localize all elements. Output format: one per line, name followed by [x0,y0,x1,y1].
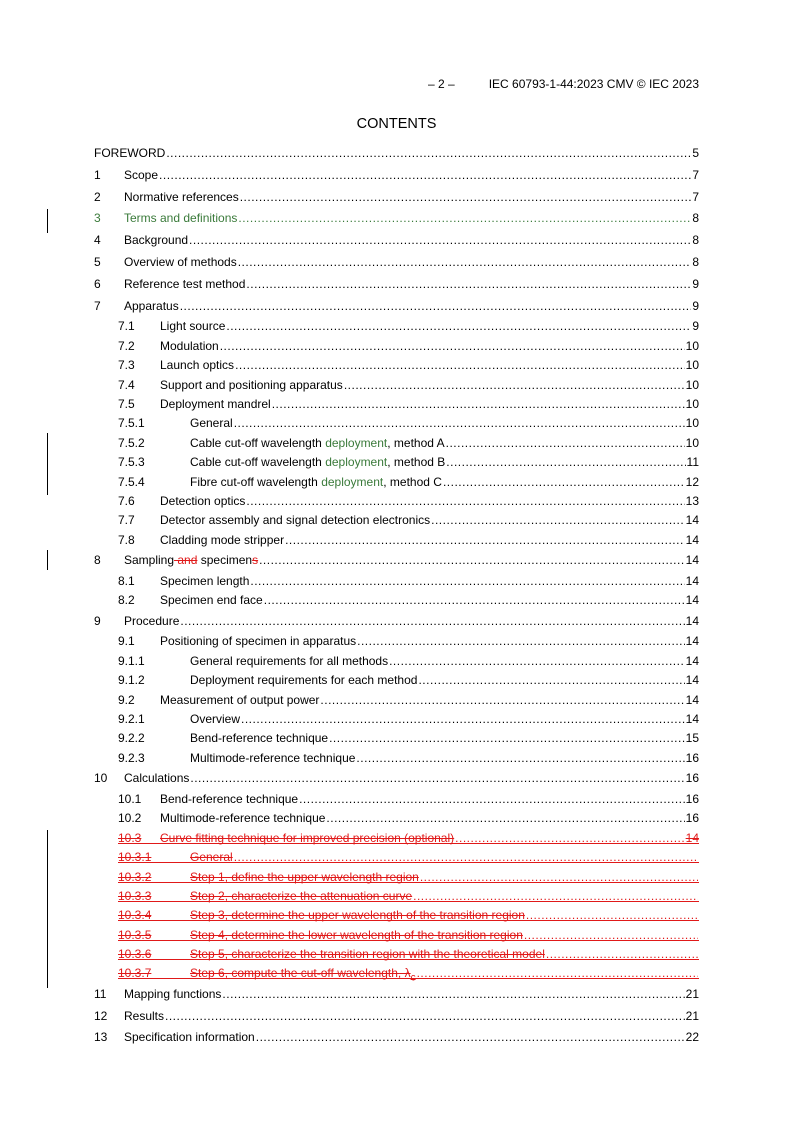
toc-entry-title[interactable]: Cladding mode stripper [160,532,285,547]
toc-entry-overview[interactable] [94,710,699,729]
leader-dots [238,252,692,274]
toc-entry-title[interactable]: Multimode-reference technique [190,750,356,765]
toc-entry-page: 10 [685,338,699,353]
document-id: IEC 60793-1-44:2023 CMV © IEC 2023 [488,77,699,91]
toc-entry-page: 9 [692,276,699,291]
toc-entry-title[interactable]: Detection optics [160,493,246,508]
toc-entry-cladding-stripper[interactable] [94,531,699,550]
toc-entry-page: 16 [685,750,699,765]
toc-entry-procedure[interactable] [94,611,699,633]
toc-entry-number: 7.4 [118,377,135,392]
inserted-text: deployment [321,474,384,489]
leader-dots [166,143,691,165]
toc-entry-deleted-curve-fitting[interactable] [94,829,699,848]
toc-entry-number: 8.1 [118,573,135,588]
deleted-text: and [174,553,198,568]
toc-entry-title[interactable]: Calculations [124,771,190,786]
leader-dots [226,317,691,336]
leader-dots [180,296,692,318]
toc-entry-page: 10 [685,377,699,392]
toc-entry-number: 8 [94,553,101,568]
leader-dots [165,1006,685,1028]
toc-entry-title[interactable]: Cable cut-off wavelength deployment, method A [190,435,445,450]
toc-entry-number: 7.3 [118,358,135,373]
toc-entry-calculations[interactable] [94,768,699,790]
toc-entry-support-positioning[interactable] [94,376,699,395]
toc-entry-page: 15 [685,731,699,746]
toc-entry-apparatus[interactable] [94,296,699,318]
toc-entry-specimen-length[interactable] [94,572,699,591]
toc-entry-number: 9.2 [118,692,135,707]
change-bar [47,209,48,233]
toc-entry-number: 10.3.6 [118,947,152,962]
leader-dots [357,632,685,651]
toc-entry-reference-test-method[interactable] [94,274,699,296]
toc-entry-page: 16 [685,771,699,786]
toc-entry-number: 9.2.2 [118,731,145,746]
toc-entry-modulation[interactable] [94,337,699,356]
toc-entry-title[interactable]: Positioning of specimen in apparatus [160,634,357,649]
leader-dots [159,165,691,187]
leader-dots [389,652,685,671]
subscript-c: c [410,972,416,984]
leader-dots [246,492,684,511]
toc-entry-number: 9.2.1 [118,712,145,726]
leader-dots [329,729,685,748]
toc-entry-title[interactable]: Overview of methods [124,254,237,269]
leader-dots [246,274,691,296]
leader-dots [256,1027,685,1049]
toc-entry-number: 10.3 [118,830,142,845]
toc-entry-page: 16 [685,811,699,826]
leader-dots [190,768,684,790]
leader-dots [326,809,684,828]
toc-entry-title[interactable]: Step 2, characterize the attenuation curve [190,888,413,903]
toc-entry-detection-optics[interactable] [94,492,699,511]
toc-entry-general[interactable] [94,414,699,433]
toc-entry-fibre-cutoff-c[interactable] [94,473,699,492]
toc-entry-number: 7.1 [118,319,135,334]
toc-entry-page: 8 [692,211,699,226]
toc-entry-deleted-step4[interactable] [94,926,699,945]
toc-entry-number: 4 [94,233,101,248]
toc-entry-title[interactable]: Launch optics [160,358,235,373]
toc-entry-launch-optics[interactable] [94,356,699,375]
toc-entry-general-requirements[interactable] [94,652,699,671]
toc-entry-number: 7.7 [118,513,135,528]
leader-dots [356,749,684,768]
toc-entry-page: 14 [685,830,699,845]
toc-entry-number: 1 [94,167,101,182]
leader-dots [240,187,692,209]
toc-entry-title[interactable]: Procedure [124,613,180,628]
toc-entry-page: 14 [685,712,699,726]
toc-entry-multimode-reference[interactable] [94,749,699,768]
toc-entry-number: 9.1.2 [118,673,145,688]
toc-entry-number: 10.3.4 [118,908,152,923]
toc-entry-number: 7.5.1 [118,416,145,431]
change-bar [47,830,48,988]
leader-dots [344,376,685,395]
toc-entry-title[interactable]: Deployment mandrel [160,396,271,411]
toc-entry-title[interactable]: Cable cut-off wavelength deployment, method B [190,455,446,470]
leader-dots [180,611,684,633]
toc-entry-number: 9.1.1 [118,653,145,668]
toc-entry-page: 7 [692,167,699,182]
toc-entry-page: 10 [685,416,699,431]
contents-title: CONTENTS [356,116,437,132]
toc-entry-positioning-specimen[interactable] [94,632,699,651]
leader-dots [220,337,685,356]
toc-entry-page: 14 [685,634,699,649]
toc-entry-number: 10.3.3 [118,888,152,903]
inserted-text: deployment [325,455,388,470]
toc-entry-page: 12 [685,474,699,489]
toc-entry-title[interactable]: Bend-reference technique [190,731,329,746]
toc-entry-page: 10 [685,435,699,450]
toc-entry-calc-multimode-reference[interactable] [94,809,699,828]
toc-entry-number: 7.5.4 [118,474,145,489]
toc-entry-title[interactable]: Specimen end face [160,593,263,608]
toc-entry-normative-references[interactable] [94,187,699,209]
toc-entry-title[interactable]: General [190,850,233,865]
leader-dots [259,550,685,572]
toc-entry-title[interactable]: Background [124,233,189,248]
toc-entry-number: 13 [94,1030,108,1045]
toc-entry-number: 10.3.5 [118,927,152,942]
change-bar [47,550,48,570]
toc-entry-overview-methods[interactable] [94,252,699,274]
toc-entry-page: 11 [686,455,699,470]
toc-entry-page: 21 [685,1008,699,1023]
toc-entry-number: 12 [94,1008,108,1023]
page-number: – 2 – [428,77,455,91]
toc-entry-sampling-specimen[interactable] [94,550,699,572]
toc-entry-title[interactable]: Step 1, define the upper wavelength region [190,869,419,884]
leader-dots [235,356,685,375]
toc-entry-number: 9.1 [118,634,135,649]
toc-entry-title[interactable]: Deployment requirements for each method [190,673,418,688]
toc-entry-page: 14 [685,673,699,688]
toc-entry-deployment-mandrel[interactable] [94,395,699,414]
toc-entry-deleted-general[interactable] [94,848,699,867]
leader-dots [446,434,685,453]
leader-dots [234,848,698,867]
toc-entry-page: 9 [692,319,699,334]
leader-dots [234,414,685,433]
toc-entry-title[interactable]: Light source [160,319,226,334]
toc-entry-number: 6 [94,276,101,291]
toc-entry-title[interactable]: Reference test method [124,276,246,291]
toc-entry-number: 8.2 [118,593,135,608]
toc-entry-title[interactable]: Scope [124,167,159,182]
toc-entry-number: 7 [94,298,101,313]
toc-entry-scope[interactable] [94,165,699,187]
toc-entry-specimen-end-face[interactable] [94,591,699,610]
toc-entry-deleted-step2[interactable] [94,887,699,906]
toc-entry-number: 7.5.2 [118,435,145,450]
toc-entry-number: 10.3.2 [118,869,152,884]
leader-dots [285,531,685,550]
toc-entry-title[interactable]: Results [124,1008,165,1023]
page-header [0,76,699,92]
leader-dots [526,906,698,925]
leader-dots [241,710,685,729]
toc-entry-page: 14 [685,613,699,628]
leader-dots [417,964,698,983]
toc-entry-page: 10 [685,358,699,373]
toc-entry-title[interactable]: Step 5, characterize the transition region with the theoretical model [190,947,545,962]
toc-entry-page: 7 [692,189,699,204]
toc-entry-deleted-step5[interactable] [94,945,699,964]
toc-entry-number: 7.2 [118,338,135,353]
toc-entry-title[interactable]: Terms and definitions [124,211,238,226]
toc-entry-number: 5 [94,254,101,269]
toc-entry-number: 10.1 [118,791,142,806]
toc-entry-number: 2 [94,189,101,204]
toc-entry-number: 9 [94,613,101,628]
leader-dots [446,453,685,472]
toc-entry-title[interactable]: FOREWORD [94,146,166,160]
inserted-text: deployment [325,435,388,450]
toc-entry-terms-definitions[interactable] [94,208,699,230]
toc-entry-page: 14 [685,692,699,707]
toc-entry-foreword[interactable] [94,143,699,165]
leader-dots [546,945,698,964]
toc-entry-page: 14 [685,513,699,528]
toc-entry-number: 9.2.3 [118,750,145,765]
leader-dots [524,926,698,945]
leader-dots [418,671,684,690]
toc-entry-detector-assembly[interactable] [94,511,699,530]
toc-entry-page: 9 [692,298,699,313]
toc-entry-page: 10 [685,396,699,411]
toc-entry-title[interactable]: Detector assembly and signal detection electronics [160,513,431,528]
toc-entry-number: 11 [94,986,107,1001]
toc-entry-page: 8 [692,254,699,269]
toc-entry-number: 10.2 [118,811,142,826]
toc-entry-number: 7.6 [118,493,135,508]
toc-entry-cable-cutoff-a[interactable] [94,434,699,453]
toc-entry-title[interactable]: Step 6, compute the cut-off wavelength, $\lambda_c$ [190,966,416,984]
leader-dots [413,887,698,906]
toc-entry-page: 14 [685,532,699,547]
leader-dots [222,984,684,1006]
leader-dots [250,572,684,591]
toc-entry-number: 10.3.7 [118,966,152,981]
toc-entry-title[interactable]: Multimode-reference technique [160,811,326,826]
toc-entry-page: 16 [685,791,699,806]
toc-entry-title[interactable]: Measurement of output power [160,692,320,707]
toc-entry-page: 14 [685,653,699,668]
toc-entry-page: 14 [685,573,699,588]
toc-entry-title[interactable]: Apparatus [124,298,179,313]
toc-entry-title[interactable]: Modulation [160,338,219,353]
toc-entry-deleted-step3[interactable] [94,906,699,925]
toc-entry-deleted-step6[interactable] [94,964,699,983]
toc-entry-page: 13 [685,493,699,508]
leader-dots [443,473,685,492]
toc-entry-title[interactable]: Bend-reference technique [160,791,299,806]
toc-entry-title[interactable]: Specification information [124,1030,255,1045]
toc-entry-measurement-output-power[interactable] [94,691,699,710]
toc-entry-page: 5 [692,146,699,160]
toc-entry-page: 8 [692,233,699,248]
table-of-contents [94,143,699,1049]
toc-entry-deployment-requirements[interactable] [94,671,699,690]
toc-entry-number: 3 [94,211,101,226]
toc-entry-light-source[interactable] [94,317,699,336]
toc-entry-mapping-functions[interactable] [94,984,699,1006]
leader-dots [264,591,685,610]
leader-dots [272,395,685,414]
toc-entry-results[interactable] [94,1006,699,1028]
toc-entry-title[interactable]: Overview [190,712,241,726]
leader-dots [238,208,691,230]
toc-entry-number: 10.3.1 [118,850,152,865]
toc-entry-title[interactable]: Curve fitting technique for improved precision (optional) [160,830,455,845]
toc-entry-page: 14 [685,553,699,568]
toc-entry-number: 10 [94,771,108,786]
toc-entry-title[interactable]: Step 4, determine the lower wavelength of the transition region [190,927,523,942]
toc-entry-title[interactable]: Mapping functions [124,986,222,1001]
leader-dots [320,691,684,710]
toc-entry-number: 7.8 [118,532,135,547]
toc-entry-deleted-step1[interactable] [94,868,699,887]
toc-entry-title[interactable]: Fibre cut-off wavelength deployment, method C [190,474,442,489]
toc-entry-background[interactable] [94,230,699,252]
toc-entry-title[interactable]: Specimen length [160,573,250,588]
toc-entry-page: 21 [685,986,699,1001]
change-bar [47,433,48,495]
toc-entry-title[interactable]: Normative references [124,189,239,204]
leader-dots [189,230,691,252]
toc-entry-page: 14 [685,593,699,608]
leader-dots [299,790,685,809]
toc-entry-number: 7.5 [118,396,135,411]
deleted-text: s [252,553,259,568]
toc-entry-title[interactable]: Support and positioning apparatus [160,377,343,392]
leader-dots [420,868,698,887]
toc-entry-title[interactable]: General [190,416,233,431]
toc-entry-number: 7.5.3 [118,455,145,470]
toc-entry-cable-cutoff-b[interactable] [94,453,699,472]
toc-entry-page: 22 [685,1030,699,1045]
toc-entry-title[interactable]: Sampling and specimens [124,553,259,568]
leader-dots [431,511,685,530]
toc-entry-calc-bend-reference[interactable] [94,790,699,809]
toc-entry-bend-reference[interactable] [94,729,699,748]
toc-entry-title[interactable]: General requirements for all methods [190,653,389,668]
toc-entry-specification-information[interactable] [94,1027,699,1049]
leader-dots [455,829,684,848]
toc-entry-title[interactable]: Step 3, determine the upper wavelength of the transition region [190,908,525,923]
